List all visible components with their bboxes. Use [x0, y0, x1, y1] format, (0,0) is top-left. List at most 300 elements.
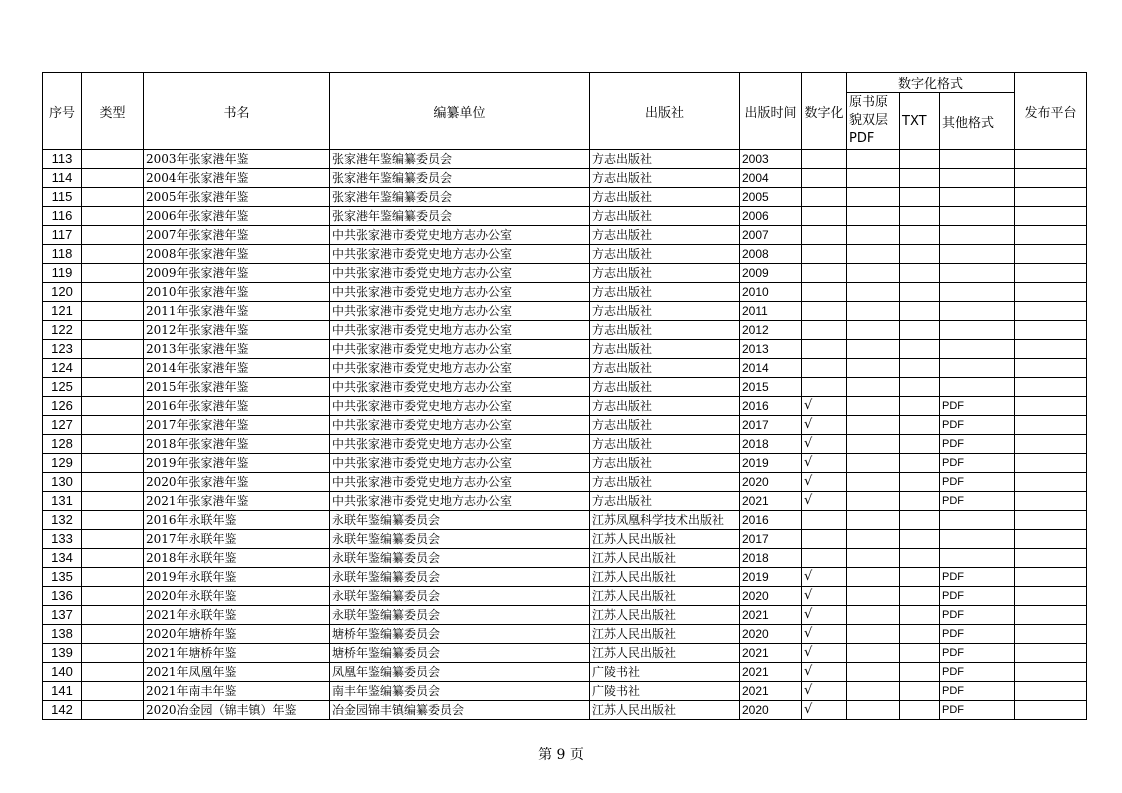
cell-platform	[1015, 416, 1087, 435]
cell-title: 2017年永联年鉴	[144, 530, 330, 549]
cell-type	[82, 169, 144, 188]
cell-type	[82, 378, 144, 397]
cell-other-format: PDF	[940, 454, 1015, 473]
cell-type	[82, 587, 144, 606]
cell-year: 2007	[740, 226, 802, 245]
cell-seq: 113	[43, 150, 82, 169]
cell-digitized	[802, 511, 847, 530]
cell-digitized	[802, 226, 847, 245]
cell-type	[82, 340, 144, 359]
cell-seq: 137	[43, 606, 82, 625]
cell-seq: 142	[43, 701, 82, 720]
table-row	[43, 150, 1087, 169]
cell-seq: 141	[43, 682, 82, 701]
cell-digitized: √	[802, 587, 847, 606]
cell-publisher: 江苏凤凰科学技术出版社	[590, 511, 740, 530]
cell-txt	[900, 682, 940, 701]
cell-type	[82, 302, 144, 321]
cell-digitized	[802, 264, 847, 283]
cell-type	[82, 568, 144, 587]
cell-publisher: 方志出版社	[590, 378, 740, 397]
table-row	[43, 226, 1087, 245]
cell-type	[82, 492, 144, 511]
cell-digitized	[802, 169, 847, 188]
cell-type	[82, 207, 144, 226]
table-row	[43, 568, 1087, 587]
cell-orig-pdf	[847, 416, 900, 435]
cell-publisher: 方志出版社	[590, 435, 740, 454]
cell-platform	[1015, 245, 1087, 264]
cell-txt	[900, 473, 940, 492]
cell-type	[82, 188, 144, 207]
cell-editor: 中共张家港市委党史地方志办公室	[330, 226, 590, 245]
table-row	[43, 302, 1087, 321]
cell-txt	[900, 454, 940, 473]
cell-platform	[1015, 663, 1087, 682]
cell-title: 2009年张家港年鉴	[144, 264, 330, 283]
header-format-group: 数字化格式	[847, 73, 1015, 93]
cell-seq: 114	[43, 169, 82, 188]
cell-other-format	[940, 378, 1015, 397]
cell-digitized: √	[802, 568, 847, 587]
cell-title: 2019年张家港年鉴	[144, 454, 330, 473]
cell-txt	[900, 359, 940, 378]
cell-txt	[900, 207, 940, 226]
cell-platform	[1015, 606, 1087, 625]
cell-other-format	[940, 302, 1015, 321]
cell-year: 2011	[740, 302, 802, 321]
cell-other-format	[940, 264, 1015, 283]
table-row	[43, 283, 1087, 302]
cell-title: 2018年永联年鉴	[144, 549, 330, 568]
cell-seq: 132	[43, 511, 82, 530]
cell-seq: 125	[43, 378, 82, 397]
cell-seq: 116	[43, 207, 82, 226]
cell-type	[82, 321, 144, 340]
cell-publisher: 江苏人民出版社	[590, 568, 740, 587]
cell-txt	[900, 644, 940, 663]
cell-publisher: 方志出版社	[590, 150, 740, 169]
cell-title: 2020年永联年鉴	[144, 587, 330, 606]
cell-txt	[900, 321, 940, 340]
cell-type	[82, 454, 144, 473]
cell-year: 2019	[740, 568, 802, 587]
cell-other-format	[940, 359, 1015, 378]
cell-other-format: PDF	[940, 492, 1015, 511]
cell-title: 2008年张家港年鉴	[144, 245, 330, 264]
cell-txt	[900, 302, 940, 321]
cell-editor: 张家港年鉴编纂委员会	[330, 169, 590, 188]
cell-editor: 中共张家港市委党史地方志办公室	[330, 454, 590, 473]
cell-seq: 118	[43, 245, 82, 264]
cell-digitized	[802, 283, 847, 302]
cell-type	[82, 682, 144, 701]
cell-txt	[900, 378, 940, 397]
cell-title: 2021年塘桥年鉴	[144, 644, 330, 663]
cell-platform	[1015, 378, 1087, 397]
cell-other-format	[940, 340, 1015, 359]
cell-txt	[900, 568, 940, 587]
cell-year: 2005	[740, 188, 802, 207]
table-row	[43, 663, 1087, 682]
cell-orig-pdf	[847, 359, 900, 378]
cell-publisher: 方志出版社	[590, 264, 740, 283]
cell-seq: 123	[43, 340, 82, 359]
cell-digitized	[802, 321, 847, 340]
cell-year: 2014	[740, 359, 802, 378]
cell-txt	[900, 530, 940, 549]
cell-editor: 中共张家港市委党史地方志办公室	[330, 302, 590, 321]
cell-txt	[900, 587, 940, 606]
cell-title: 2018年张家港年鉴	[144, 435, 330, 454]
cell-orig-pdf	[847, 302, 900, 321]
cell-txt	[900, 416, 940, 435]
cell-type	[82, 511, 144, 530]
cell-txt	[900, 492, 940, 511]
cell-year: 2013	[740, 340, 802, 359]
cell-editor: 冶金园锦丰镇编纂委员会	[330, 701, 590, 720]
cell-publisher: 方志出版社	[590, 359, 740, 378]
cell-other-format: PDF	[940, 435, 1015, 454]
cell-publisher: 江苏人民出版社	[590, 530, 740, 549]
cell-orig-pdf	[847, 606, 900, 625]
cell-platform	[1015, 473, 1087, 492]
cell-editor: 凤凰年鉴编纂委员会	[330, 663, 590, 682]
cell-seq: 128	[43, 435, 82, 454]
cell-platform	[1015, 644, 1087, 663]
table-row	[43, 644, 1087, 663]
cell-editor: 永联年鉴编纂委员会	[330, 568, 590, 587]
cell-year: 2021	[740, 644, 802, 663]
cell-seq: 134	[43, 549, 82, 568]
table-row	[43, 682, 1087, 701]
cell-seq: 133	[43, 530, 82, 549]
cell-title: 2021年永联年鉴	[144, 606, 330, 625]
cell-digitized	[802, 549, 847, 568]
cell-orig-pdf	[847, 682, 900, 701]
cell-digitized: √	[802, 663, 847, 682]
cell-publisher: 方志出版社	[590, 207, 740, 226]
cell-title: 2020冶金园（锦丰镇）年鉴	[144, 701, 330, 720]
cell-year: 2021	[740, 606, 802, 625]
table-row	[43, 321, 1087, 340]
cell-platform	[1015, 454, 1087, 473]
cell-txt	[900, 340, 940, 359]
cell-type	[82, 416, 144, 435]
table-row	[43, 587, 1087, 606]
cell-txt	[900, 549, 940, 568]
cell-orig-pdf	[847, 549, 900, 568]
cell-orig-pdf	[847, 587, 900, 606]
header-digitized: 数字化	[802, 73, 847, 150]
cell-year: 2016	[740, 397, 802, 416]
table-row	[43, 207, 1087, 226]
cell-platform	[1015, 283, 1087, 302]
page-number: 第 9 页	[538, 747, 584, 763]
cell-year: 2020	[740, 701, 802, 720]
cell-orig-pdf	[847, 568, 900, 587]
cell-orig-pdf	[847, 701, 900, 720]
cell-editor: 中共张家港市委党史地方志办公室	[330, 416, 590, 435]
cell-type	[82, 663, 144, 682]
cell-publisher: 江苏人民出版社	[590, 625, 740, 644]
cell-other-format	[940, 283, 1015, 302]
cell-year: 2016	[740, 511, 802, 530]
cell-editor: 中共张家港市委党史地方志办公室	[330, 283, 590, 302]
cell-seq: 117	[43, 226, 82, 245]
cell-other-format	[940, 169, 1015, 188]
cell-year: 2021	[740, 682, 802, 701]
cell-digitized	[802, 150, 847, 169]
cell-orig-pdf	[847, 321, 900, 340]
table-row	[43, 245, 1087, 264]
cell-platform	[1015, 435, 1087, 454]
cell-other-format: PDF	[940, 568, 1015, 587]
cell-seq: 130	[43, 473, 82, 492]
table-row	[43, 701, 1087, 720]
header-seq: 序号	[43, 73, 82, 150]
table-row	[43, 454, 1087, 473]
cell-txt	[900, 264, 940, 283]
cell-type	[82, 226, 144, 245]
cell-orig-pdf	[847, 492, 900, 511]
cell-seq: 124	[43, 359, 82, 378]
cell-editor: 永联年鉴编纂委员会	[330, 587, 590, 606]
cell-publisher: 江苏人民出版社	[590, 644, 740, 663]
table-row	[43, 511, 1087, 530]
cell-year: 2006	[740, 207, 802, 226]
cell-publisher: 方志出版社	[590, 397, 740, 416]
cell-txt	[900, 150, 940, 169]
cell-year: 2017	[740, 530, 802, 549]
header-orig-pdf: 原书原貌双层PDF	[847, 93, 900, 150]
cell-digitized: √	[802, 492, 847, 511]
cell-orig-pdf	[847, 663, 900, 682]
cell-platform	[1015, 226, 1087, 245]
cell-year: 2021	[740, 663, 802, 682]
cell-platform	[1015, 169, 1087, 188]
table-row	[43, 378, 1087, 397]
cell-platform	[1015, 264, 1087, 283]
cell-title: 2013年张家港年鉴	[144, 340, 330, 359]
header-pub-time: 出版时间	[740, 73, 802, 150]
cell-seq: 129	[43, 454, 82, 473]
cell-editor: 塘桥年鉴编纂委员会	[330, 625, 590, 644]
cell-other-format: PDF	[940, 644, 1015, 663]
cell-digitized	[802, 207, 847, 226]
cell-other-format	[940, 549, 1015, 568]
cell-other-format	[940, 188, 1015, 207]
cell-orig-pdf	[847, 530, 900, 549]
cell-platform	[1015, 701, 1087, 720]
cell-editor: 中共张家港市委党史地方志办公室	[330, 435, 590, 454]
cell-editor: 中共张家港市委党史地方志办公室	[330, 378, 590, 397]
cell-type	[82, 473, 144, 492]
cell-seq: 121	[43, 302, 82, 321]
cell-orig-pdf	[847, 245, 900, 264]
cell-orig-pdf	[847, 169, 900, 188]
cell-publisher: 方志出版社	[590, 283, 740, 302]
cell-digitized: √	[802, 435, 847, 454]
cell-seq: 136	[43, 587, 82, 606]
cell-txt	[900, 625, 940, 644]
cell-digitized: √	[802, 397, 847, 416]
cell-title: 2007年张家港年鉴	[144, 226, 330, 245]
cell-title: 2005年张家港年鉴	[144, 188, 330, 207]
cell-editor: 张家港年鉴编纂委员会	[330, 207, 590, 226]
cell-seq: 139	[43, 644, 82, 663]
cell-title: 2012年张家港年鉴	[144, 321, 330, 340]
table-row	[43, 340, 1087, 359]
cell-year: 2012	[740, 321, 802, 340]
cell-other-format: PDF	[940, 416, 1015, 435]
table-row	[43, 416, 1087, 435]
table-row	[43, 473, 1087, 492]
cell-other-format	[940, 226, 1015, 245]
cell-title: 2006年张家港年鉴	[144, 207, 330, 226]
cell-orig-pdf	[847, 188, 900, 207]
cell-digitized: √	[802, 606, 847, 625]
cell-editor: 永联年鉴编纂委员会	[330, 530, 590, 549]
cell-orig-pdf	[847, 397, 900, 416]
table-row	[43, 264, 1087, 283]
cell-orig-pdf	[847, 511, 900, 530]
cell-digitized	[802, 245, 847, 264]
cell-txt	[900, 606, 940, 625]
cell-other-format: PDF	[940, 587, 1015, 606]
cell-seq: 131	[43, 492, 82, 511]
cell-other-format: PDF	[940, 682, 1015, 701]
cell-editor: 中共张家港市委党史地方志办公室	[330, 245, 590, 264]
cell-editor: 张家港年鉴编纂委员会	[330, 188, 590, 207]
cell-type	[82, 245, 144, 264]
cell-editor: 中共张家港市委党史地方志办公室	[330, 397, 590, 416]
cell-type	[82, 644, 144, 663]
cell-seq: 138	[43, 625, 82, 644]
cell-publisher: 江苏人民出版社	[590, 549, 740, 568]
cell-publisher: 江苏人民出版社	[590, 587, 740, 606]
cell-title: 2017年张家港年鉴	[144, 416, 330, 435]
cell-type	[82, 701, 144, 720]
table-row	[43, 397, 1087, 416]
cell-editor: 中共张家港市委党史地方志办公室	[330, 359, 590, 378]
cell-publisher: 广陵书社	[590, 682, 740, 701]
cell-orig-pdf	[847, 207, 900, 226]
cell-txt	[900, 511, 940, 530]
cell-type	[82, 359, 144, 378]
cell-title: 2003年张家港年鉴	[144, 150, 330, 169]
cell-digitized	[802, 188, 847, 207]
cell-txt	[900, 226, 940, 245]
cell-seq: 126	[43, 397, 82, 416]
cell-digitized: √	[802, 416, 847, 435]
header-platform: 发布平台	[1015, 73, 1087, 150]
cell-other-format: PDF	[940, 663, 1015, 682]
cell-txt	[900, 169, 940, 188]
cell-title: 2016年永联年鉴	[144, 511, 330, 530]
header-editor: 编纂单位	[330, 73, 590, 150]
cell-title: 2021年凤凰年鉴	[144, 663, 330, 682]
cell-other-format: PDF	[940, 397, 1015, 416]
cell-year: 2004	[740, 169, 802, 188]
cell-platform	[1015, 359, 1087, 378]
cell-year: 2017	[740, 416, 802, 435]
cell-other-format	[940, 511, 1015, 530]
table-row	[43, 606, 1087, 625]
cell-publisher: 方志出版社	[590, 169, 740, 188]
cell-digitized	[802, 530, 847, 549]
cell-txt	[900, 283, 940, 302]
cell-publisher: 方志出版社	[590, 492, 740, 511]
cell-orig-pdf	[847, 340, 900, 359]
header-txt: TXT	[900, 93, 940, 150]
table-row	[43, 435, 1087, 454]
cell-platform	[1015, 340, 1087, 359]
cell-publisher: 方志出版社	[590, 188, 740, 207]
cell-type	[82, 283, 144, 302]
cell-digitized: √	[802, 701, 847, 720]
cell-platform	[1015, 492, 1087, 511]
table-row	[43, 188, 1087, 207]
cell-platform	[1015, 397, 1087, 416]
cell-title: 2019年永联年鉴	[144, 568, 330, 587]
cell-digitized	[802, 359, 847, 378]
cell-platform	[1015, 568, 1087, 587]
cell-other-format: PDF	[940, 625, 1015, 644]
cell-year: 2020	[740, 587, 802, 606]
cell-publisher: 方志出版社	[590, 340, 740, 359]
cell-publisher: 江苏人民出版社	[590, 701, 740, 720]
table-row	[43, 492, 1087, 511]
cell-publisher: 方志出版社	[590, 454, 740, 473]
cell-type	[82, 150, 144, 169]
cell-orig-pdf	[847, 454, 900, 473]
cell-year: 2015	[740, 378, 802, 397]
cell-type	[82, 264, 144, 283]
cell-other-format	[940, 207, 1015, 226]
cell-editor: 张家港年鉴编纂委员会	[330, 150, 590, 169]
cell-digitized	[802, 340, 847, 359]
cell-title: 2020年塘桥年鉴	[144, 625, 330, 644]
cell-orig-pdf	[847, 283, 900, 302]
cell-txt	[900, 435, 940, 454]
cell-platform	[1015, 207, 1087, 226]
cell-platform	[1015, 511, 1087, 530]
cell-type	[82, 397, 144, 416]
cell-orig-pdf	[847, 435, 900, 454]
cell-seq: 119	[43, 264, 82, 283]
cell-platform	[1015, 587, 1087, 606]
cell-publisher: 方志出版社	[590, 321, 740, 340]
table-row	[43, 169, 1087, 188]
cell-title: 2004年张家港年鉴	[144, 169, 330, 188]
cell-publisher: 方志出版社	[590, 245, 740, 264]
cell-year: 2020	[740, 625, 802, 644]
cell-orig-pdf	[847, 264, 900, 283]
cell-seq: 120	[43, 283, 82, 302]
cell-publisher: 方志出版社	[590, 302, 740, 321]
header-type: 类型	[82, 73, 144, 150]
cell-editor: 中共张家港市委党史地方志办公室	[330, 321, 590, 340]
cell-seq: 122	[43, 321, 82, 340]
cell-platform	[1015, 150, 1087, 169]
cell-other-format	[940, 321, 1015, 340]
table-row	[43, 359, 1087, 378]
cell-editor: 中共张家港市委党史地方志办公室	[330, 492, 590, 511]
cell-other-format	[940, 150, 1015, 169]
cell-type	[82, 435, 144, 454]
cell-year: 2003	[740, 150, 802, 169]
